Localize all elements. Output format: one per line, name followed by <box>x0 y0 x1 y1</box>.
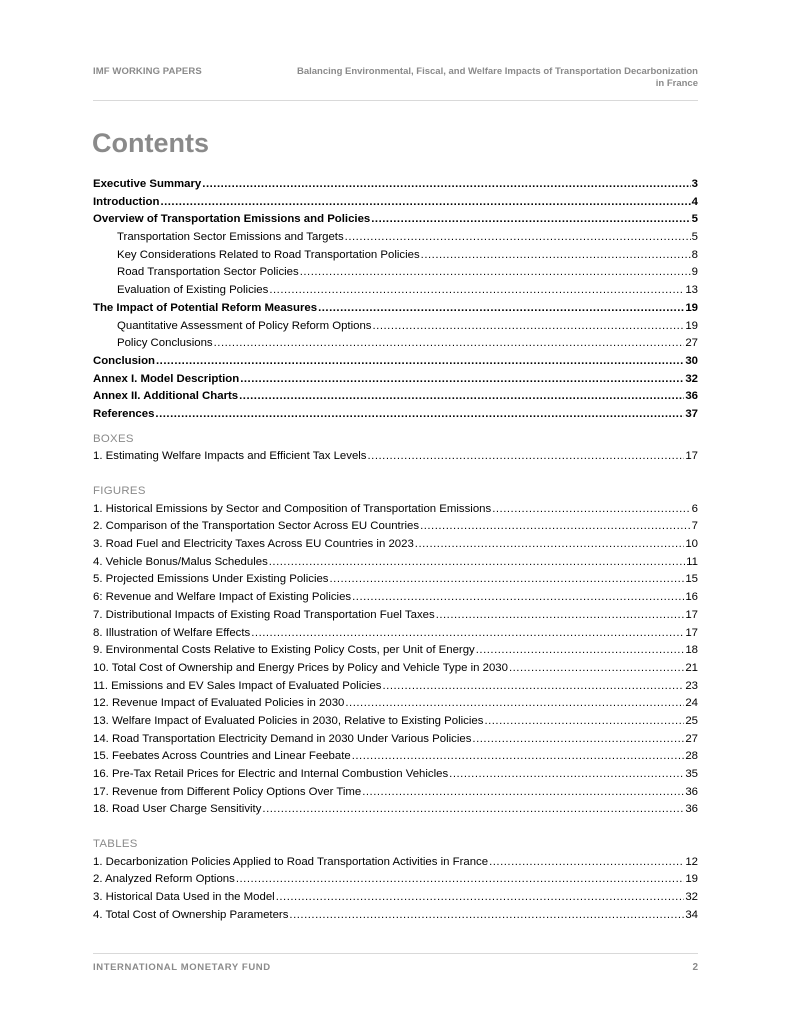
dot-leader <box>415 538 685 550</box>
dot-leader <box>352 750 685 762</box>
toc-entry[interactable] <box>93 627 698 645</box>
toc-entry[interactable] <box>93 768 698 786</box>
dot-leader <box>489 856 684 868</box>
toc-entry-page: 11 <box>686 555 698 568</box>
dot-leader <box>436 609 685 621</box>
dot-leader <box>160 196 690 208</box>
toc-entry-title: Annex II. Additional Charts <box>93 390 239 403</box>
running-header-title-line1: Balancing Environmental, Fiscal, and Welfare Impacts of Transportation Decarbonization <box>296 66 698 77</box>
toc-entry[interactable] <box>93 609 698 627</box>
figures-list <box>93 503 698 821</box>
toc-entry-page: 32 <box>685 891 698 904</box>
toc-entry[interactable] <box>93 856 698 874</box>
toc-entry-title: Transportation Sector Emissions and Targets <box>117 231 344 244</box>
toc-entry-title: 4. Total Cost of Ownership Parameters <box>93 908 289 921</box>
toc-entry-title: Introduction <box>93 195 160 208</box>
toc-entry-page: 34 <box>685 908 698 921</box>
toc-entry-title: 1. Historical Emissions by Sector and Composition of Transportation Emissions <box>93 502 492 515</box>
dot-leader <box>239 390 684 402</box>
dot-leader <box>345 231 691 243</box>
toc-entry-title: 8. Illustration of Welfare Effects <box>93 626 251 639</box>
toc-entry[interactable] <box>93 320 698 338</box>
figures-heading: FIGURES <box>93 485 146 497</box>
toc-entry[interactable] <box>93 520 698 538</box>
toc-entry[interactable] <box>93 715 698 733</box>
toc-entry-page: 10 <box>685 538 698 551</box>
toc-entry[interactable] <box>93 284 698 302</box>
boxes-heading: BOXES <box>93 432 134 445</box>
toc-entry-title: 6: Revenue and Welfare Impact of Existing Policies <box>93 591 352 604</box>
toc-entry-page: 12 <box>685 855 698 868</box>
dot-leader <box>236 873 685 885</box>
toc-entry-title: 1. Estimating Welfare Impacts and Efficient Tax Levels <box>93 450 367 463</box>
toc-entry-title: 12. Revenue Impact of Evaluated Policies in 2030 <box>93 697 345 710</box>
toc-entry-page: 19 <box>685 301 698 314</box>
toc-entry-title: Annex I. Model Description <box>93 372 240 385</box>
toc-entry-page: 18 <box>685 644 698 657</box>
toc-entry-title: 7. Distributional Impacts of Existing Road Transportation Fuel Taxes <box>93 608 435 621</box>
dot-leader <box>156 355 684 367</box>
toc-entry-title: 5. Projected Emissions Under Existing Policies <box>93 573 329 586</box>
table-of-contents <box>93 178 698 927</box>
toc-entry-title: 18. Road User Charge Sensitivity <box>93 803 262 816</box>
toc-entry-page: 27 <box>685 732 698 745</box>
dot-leader <box>371 213 690 225</box>
header-divider <box>93 100 698 101</box>
toc-entry-title: Key Considerations Related to Road Transportation Policies <box>117 248 420 261</box>
toc-entry-page: 36 <box>685 390 698 403</box>
dot-leader <box>289 909 684 921</box>
toc-entry-page: 8 <box>691 248 698 261</box>
dot-leader <box>362 786 684 798</box>
dot-leader <box>276 891 685 903</box>
toc-entry-title: Overview of Transportation Emissions and Policies <box>93 213 371 226</box>
dot-leader <box>420 520 691 532</box>
dot-leader <box>155 408 684 420</box>
toc-entry-title: 9. Environmental Costs Relative to Existing Policy Costs, per Unit of Energy <box>93 644 475 657</box>
dot-leader <box>352 591 684 603</box>
toc-entry-page: 5 <box>691 213 698 226</box>
toc-entry-page: 17 <box>685 608 698 621</box>
toc-entry-page: 32 <box>685 372 698 385</box>
toc-entry[interactable] <box>93 337 698 355</box>
toc-entry-page: 23 <box>685 679 698 692</box>
toc-entry-page: 4 <box>691 195 698 208</box>
toc-entry-page: 36 <box>685 803 698 816</box>
dot-leader <box>240 373 684 385</box>
contents-list <box>93 178 698 426</box>
toc-entry-page: 5 <box>691 231 698 244</box>
toc-entry[interactable] <box>93 909 698 927</box>
dot-leader <box>449 768 684 780</box>
toc-entry-title: 10. Total Cost of Ownership and Energy Prices by Policy and Vehicle Type in 2030 <box>93 661 508 674</box>
toc-entry-page: 7 <box>691 520 698 533</box>
toc-entry-page: 17 <box>685 450 698 463</box>
toc-entry[interactable] <box>93 697 698 715</box>
toc-entry-title: 14. Road Transportation Electricity Demand in 2030 Under Various Policies <box>93 732 472 745</box>
tables-section <box>93 838 698 926</box>
toc-entry[interactable] <box>93 196 698 214</box>
toc-entry[interactable] <box>93 450 698 468</box>
dot-leader <box>472 733 684 745</box>
page-title: Contents <box>92 128 209 158</box>
toc-entry[interactable] <box>93 213 698 231</box>
toc-entry-page: 24 <box>685 697 698 710</box>
toc-entry[interactable] <box>93 680 698 698</box>
toc-entry-title: Quantitative Assessment of Policy Reform Options <box>117 319 372 332</box>
toc-entry-title: Evaluation of Existing Policies <box>117 284 269 297</box>
toc-entry-title: 11. Emissions and EV Sales Impact of Evaluated Policies <box>93 679 382 692</box>
toc-entry[interactable] <box>93 573 698 591</box>
toc-entry[interactable] <box>93 873 698 891</box>
toc-entry-page: 15 <box>685 573 698 586</box>
footer-organization: INTERNATIONAL MONETARY FUND <box>93 962 271 973</box>
dot-leader <box>421 249 691 261</box>
running-header-title-line2: in France <box>655 78 698 89</box>
toc-entry-page: 19 <box>685 319 698 332</box>
toc-entry-page: 9 <box>691 266 698 279</box>
toc-entry-page: 35 <box>685 768 698 780</box>
dot-leader <box>330 573 685 585</box>
dot-leader <box>484 715 684 727</box>
boxes-section <box>93 433 698 468</box>
toc-entry-page: 28 <box>685 750 698 763</box>
toc-entry-page: 25 <box>685 714 698 727</box>
dot-leader <box>214 337 685 349</box>
toc-entry[interactable] <box>93 178 698 196</box>
toc-entry[interactable] <box>93 750 698 768</box>
toc-entry-title: 17. Revenue from Different Policy Options Over Time <box>93 785 362 798</box>
toc-entry-page: 21 <box>685 661 698 674</box>
dot-leader <box>345 697 684 709</box>
toc-entry[interactable] <box>93 231 698 249</box>
toc-entry-page: 27 <box>685 337 698 350</box>
dot-leader <box>202 178 690 190</box>
toc-entry-title: Road Transportation Sector Policies <box>117 266 299 279</box>
tables-heading: TABLES <box>93 838 138 851</box>
toc-entry[interactable] <box>93 662 698 680</box>
dot-leader <box>368 450 685 462</box>
toc-entry-page: 16 <box>685 591 698 604</box>
toc-entry[interactable] <box>93 538 698 556</box>
toc-entry[interactable] <box>93 733 698 751</box>
toc-entry[interactable] <box>93 408 698 426</box>
toc-entry[interactable] <box>93 249 698 267</box>
toc-entry[interactable] <box>93 891 698 909</box>
dot-leader <box>269 284 684 296</box>
dot-leader <box>251 627 684 639</box>
toc-entry-title: The Impact of Potential Reform Measures <box>93 301 318 314</box>
toc-entry[interactable] <box>93 503 698 521</box>
dot-leader <box>383 680 685 692</box>
toc-entry-page: 17 <box>685 626 698 639</box>
toc-entry-title: 4. Vehicle Bonus/Malus Schedules <box>93 555 268 568</box>
toc-entry-page: 30 <box>685 354 698 367</box>
toc-entry-title: Executive Summary <box>93 178 202 190</box>
toc-entry-page: 37 <box>685 407 698 420</box>
dot-leader <box>269 556 685 568</box>
toc-entry[interactable] <box>93 556 698 574</box>
dot-leader <box>492 503 690 515</box>
toc-entry-page: 13 <box>685 284 698 297</box>
toc-entry[interactable] <box>93 644 698 662</box>
toc-entry-title: Policy Conclusions <box>117 337 213 350</box>
dot-leader <box>318 302 684 314</box>
figures-section <box>93 485 698 821</box>
toc-entry[interactable] <box>93 266 698 284</box>
toc-entry-title: 3. Road Fuel and Electricity Taxes Across EU Countries in 2023 <box>93 538 414 551</box>
toc-entry[interactable] <box>93 355 698 373</box>
page-number: 2 <box>692 962 698 973</box>
toc-entry-title: 2. Comparison of the Transportation Sector Across EU Countries <box>93 520 420 533</box>
toc-entry-page: 3 <box>691 178 698 190</box>
toc-entry-title: 2. Analyzed Reform Options <box>93 873 235 886</box>
running-header-title <box>228 66 698 90</box>
toc-entry[interactable] <box>93 786 698 804</box>
toc-entry[interactable] <box>93 302 698 320</box>
toc-entry-title: References <box>93 407 155 420</box>
toc-entry[interactable] <box>93 390 698 408</box>
footer-divider <box>93 953 698 954</box>
toc-entry-title: 1. Decarbonization Policies Applied to Road Transportation Activities in France <box>93 855 489 868</box>
toc-entry-title: 3. Historical Data Used in the Model <box>93 891 275 904</box>
dot-leader <box>300 266 691 278</box>
toc-entry[interactable] <box>93 373 698 391</box>
dot-leader <box>373 320 685 332</box>
dot-leader <box>262 803 684 815</box>
tables-list <box>93 856 698 927</box>
toc-entry-page: 19 <box>685 873 698 886</box>
toc-entry-title: 15. Feebates Across Countries and Linear Feebate <box>93 750 351 763</box>
running-header-left: IMF WORKING PAPERS <box>93 66 202 77</box>
toc-entry-title: 13. Welfare Impact of Evaluated Policies in 2030, Relative to Existing Policies <box>93 714 484 727</box>
toc-entry-title: Conclusion <box>93 354 156 367</box>
toc-entry-page: 6 <box>691 502 698 515</box>
toc-entry-title: 16. Pre-Tax Retail Prices for Electric and Internal Combustion Vehicles <box>93 768 449 780</box>
boxes-list <box>93 450 698 468</box>
toc-entry[interactable] <box>93 591 698 609</box>
dot-leader <box>509 662 684 674</box>
toc-entry-page: 36 <box>685 785 698 798</box>
dot-leader <box>476 644 685 656</box>
toc-entry[interactable] <box>93 803 698 821</box>
